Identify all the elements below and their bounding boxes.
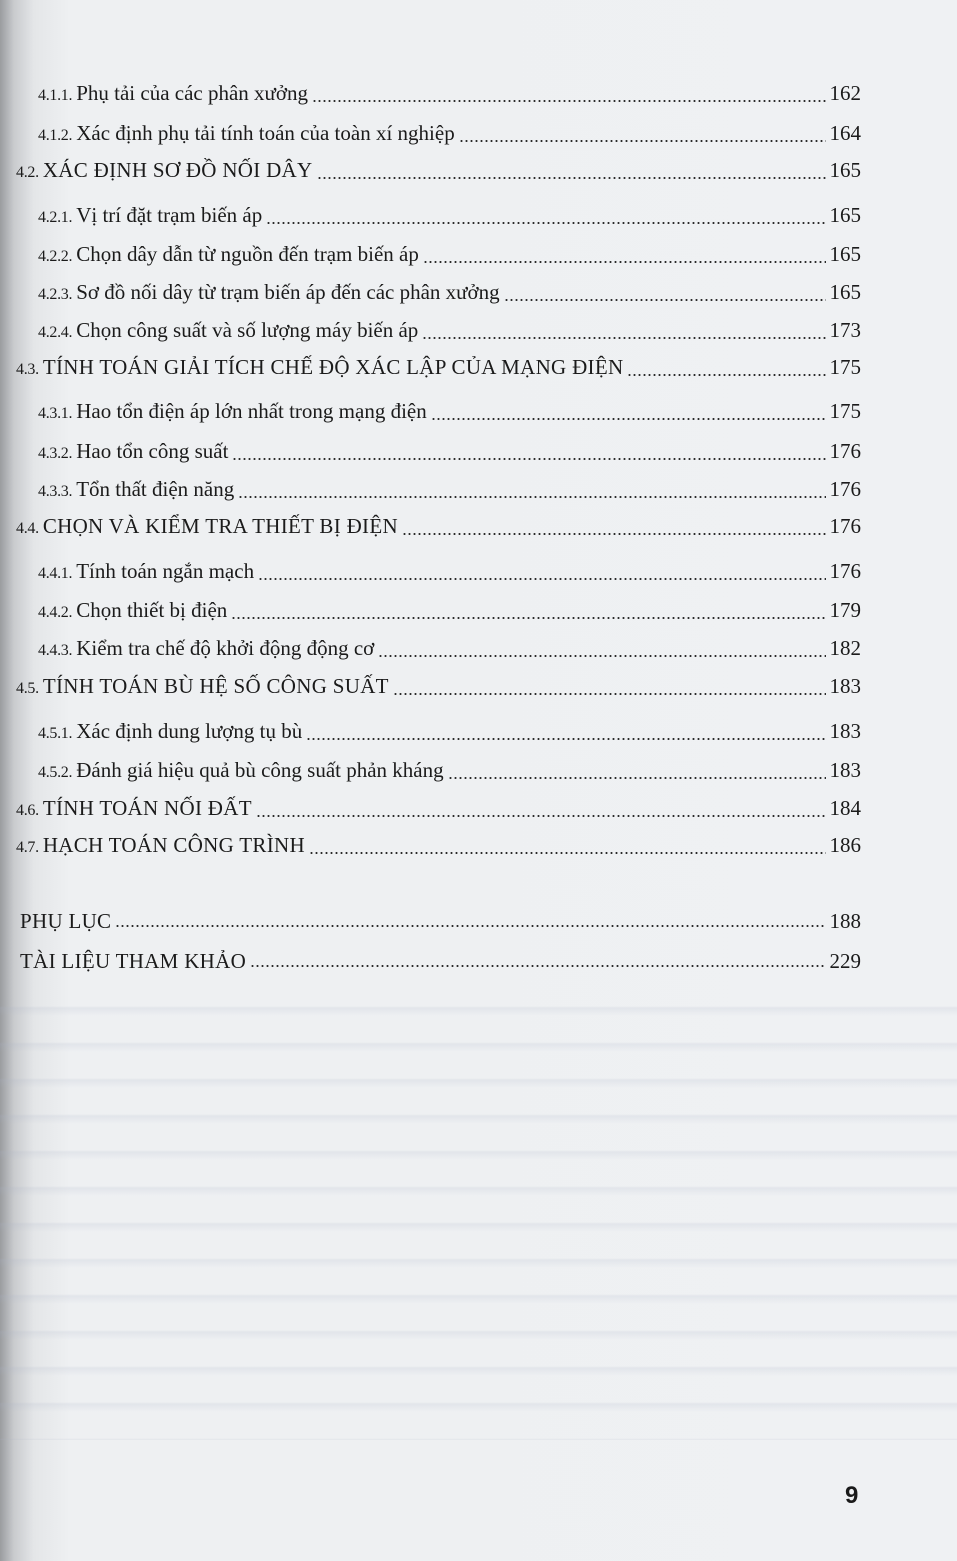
toc-entry-title: Xác định dung lượng tụ bù bbox=[76, 719, 303, 743]
toc-section-page: 186 bbox=[829, 833, 861, 857]
toc-entry-number: 4.3.3. bbox=[38, 483, 73, 500]
dot-leader bbox=[448, 776, 826, 780]
toc-entry-number: 4.4.2. bbox=[38, 604, 73, 621]
dot-leader bbox=[312, 99, 825, 103]
toc-entry-title: Vị trí đặt trạm biến áp bbox=[76, 203, 263, 227]
toc-entry-title: Chọn thiết bị điện bbox=[76, 598, 228, 622]
toc-section bbox=[16, 157, 861, 186]
toc-entry bbox=[38, 558, 861, 587]
toc-entry-title: Đánh giá hiệu quả bù công suất phản kháng bbox=[76, 758, 444, 782]
toc-entry-number: 4.3.1. bbox=[38, 405, 73, 422]
toc-entry bbox=[38, 757, 861, 786]
dot-leader bbox=[266, 221, 825, 225]
toc-section-page: 183 bbox=[829, 674, 861, 698]
dot-leader bbox=[306, 737, 825, 741]
toc-section-title: XÁC ĐỊNH SƠ ĐỒ NỐI DÂY bbox=[42, 158, 313, 182]
toc-entry-number: 4.2.3. bbox=[38, 286, 73, 303]
toc-entry-title: Kiểm tra chế độ khởi động động cơ bbox=[76, 636, 375, 660]
dot-leader bbox=[258, 577, 825, 581]
dot-leader bbox=[423, 260, 826, 264]
toc-entry-page: 165 bbox=[829, 203, 861, 227]
toc-entry-page: 176 bbox=[829, 559, 861, 583]
toc-entry bbox=[38, 279, 861, 308]
toc-section-page: 184 bbox=[829, 796, 861, 820]
dot-leader bbox=[231, 616, 825, 620]
toc-entry-page: 176 bbox=[829, 477, 861, 501]
toc-entry bbox=[38, 438, 861, 467]
toc-appendix-page: 188 bbox=[829, 909, 861, 933]
dot-leader bbox=[402, 532, 826, 536]
toc-section-title: TÍNH TOÁN BÙ HỆ SỐ CÔNG SUẤT bbox=[42, 674, 389, 698]
toc-entry-number: 4.4.1. bbox=[38, 565, 73, 582]
toc-section bbox=[16, 354, 861, 383]
bleed-through-texture bbox=[0, 980, 957, 1440]
toc-entry bbox=[38, 398, 861, 427]
toc-entry-number: 4.4.3. bbox=[38, 642, 73, 659]
page-number: 9 bbox=[845, 1482, 859, 1509]
toc-references bbox=[16, 948, 861, 974]
toc-entry-number: 4.1.1. bbox=[38, 87, 73, 104]
toc-section-number: 4.6. bbox=[16, 802, 39, 819]
toc-entry-number: 4.1.2. bbox=[38, 127, 73, 144]
toc-section-page: 165 bbox=[829, 158, 861, 182]
toc-section bbox=[16, 673, 861, 702]
dot-leader bbox=[431, 417, 826, 421]
dot-leader bbox=[250, 964, 825, 968]
toc-section-number: 4.3. bbox=[16, 361, 39, 378]
toc-entry-title: Phụ tải của các phân xưởng bbox=[76, 81, 309, 105]
toc-section bbox=[16, 513, 861, 542]
toc-entry-number: 4.2.4. bbox=[38, 324, 73, 341]
toc-entry-page: 183 bbox=[829, 719, 861, 743]
toc-entry bbox=[38, 202, 861, 231]
toc-entry-page: 176 bbox=[829, 439, 861, 463]
toc-entry bbox=[38, 317, 861, 346]
toc-appendix-title: PHỤ LỤC bbox=[20, 909, 112, 933]
toc-entry-page: 173 bbox=[829, 318, 861, 342]
toc-section-number: 4.5. bbox=[16, 680, 39, 697]
dot-leader bbox=[378, 654, 825, 658]
dot-leader bbox=[422, 336, 825, 340]
toc-entry-number: 4.5.1. bbox=[38, 725, 73, 742]
toc-section-number: 4.4. bbox=[16, 520, 39, 537]
toc-entry bbox=[38, 476, 861, 505]
toc-section-page: 176 bbox=[829, 514, 861, 538]
toc-entry-page: 183 bbox=[829, 758, 861, 782]
toc-entry-page: 179 bbox=[829, 598, 861, 622]
toc-section-title: HẠCH TOÁN CÔNG TRÌNH bbox=[42, 833, 305, 857]
toc-entry-page: 175 bbox=[829, 399, 861, 423]
toc-entry-page: 165 bbox=[829, 280, 861, 304]
toc-entry-title: Tổn thất điện năng bbox=[76, 477, 235, 501]
toc-entry-number: 4.2.2. bbox=[38, 248, 73, 265]
toc-entry bbox=[38, 80, 861, 109]
dot-leader bbox=[309, 851, 826, 855]
toc-section-title: TÍNH TOÁN GIẢI TÍCH CHẾ ĐỘ XÁC LẬP CỦA MẠNG ĐIỆN bbox=[42, 355, 624, 379]
toc-section-page: 175 bbox=[829, 355, 861, 379]
toc-entry-page: 182 bbox=[829, 636, 861, 660]
toc-entry-number: 4.3.2. bbox=[38, 445, 73, 462]
dot-leader bbox=[393, 692, 826, 696]
dot-leader bbox=[317, 176, 826, 180]
toc-entry-title: Hao tổn điện áp lớn nhất trong mạng điện bbox=[76, 399, 427, 423]
toc-section bbox=[16, 795, 861, 824]
toc-entry bbox=[38, 635, 861, 664]
toc-entry-page: 165 bbox=[829, 242, 861, 266]
toc-section bbox=[16, 832, 861, 861]
toc-appendix bbox=[16, 908, 861, 934]
toc-entry bbox=[38, 120, 861, 149]
toc-entry bbox=[38, 718, 861, 747]
toc-section-number: 4.7. bbox=[16, 839, 39, 856]
toc-entry-title: Sơ đồ nối dây từ trạm biến áp đến các phân xưởng bbox=[76, 280, 500, 304]
toc-entry bbox=[38, 597, 861, 626]
dot-leader bbox=[256, 814, 826, 818]
toc-entry-page: 164 bbox=[829, 121, 861, 145]
dot-leader bbox=[115, 924, 825, 928]
toc-section-title: CHỌN VÀ KIỂM TRA THIẾT BỊ ĐIỆN bbox=[42, 514, 398, 538]
toc-references-page: 229 bbox=[829, 949, 861, 973]
toc-entry-title: Hao tổn công suất bbox=[76, 439, 229, 463]
toc-section-number: 4.2. bbox=[16, 164, 39, 181]
dot-leader bbox=[504, 298, 826, 302]
toc-entry-number: 4.5.2. bbox=[38, 764, 73, 781]
dot-leader bbox=[238, 495, 825, 499]
toc-entry bbox=[38, 241, 861, 270]
toc-references-title: TÀI LIỆU THAM KHẢO bbox=[20, 949, 247, 973]
toc-entry-title: Chọn công suất và số lượng máy biến áp bbox=[76, 318, 419, 342]
toc-entry-title: Xác định phụ tải tính toán của toàn xí nghiệp bbox=[76, 121, 455, 145]
toc-entry-title: Chọn dây dẫn từ nguồn đến trạm biến áp bbox=[76, 242, 419, 266]
dot-leader bbox=[232, 457, 825, 461]
toc-entry-page: 162 bbox=[829, 81, 861, 105]
toc-entry-title: Tính toán ngắn mạch bbox=[76, 559, 255, 583]
toc-entry-number: 4.2.1. bbox=[38, 209, 73, 226]
toc-section-title: TÍNH TOÁN NỐI ĐẤT bbox=[42, 796, 252, 820]
dot-leader bbox=[459, 139, 826, 143]
dot-leader bbox=[627, 373, 825, 377]
